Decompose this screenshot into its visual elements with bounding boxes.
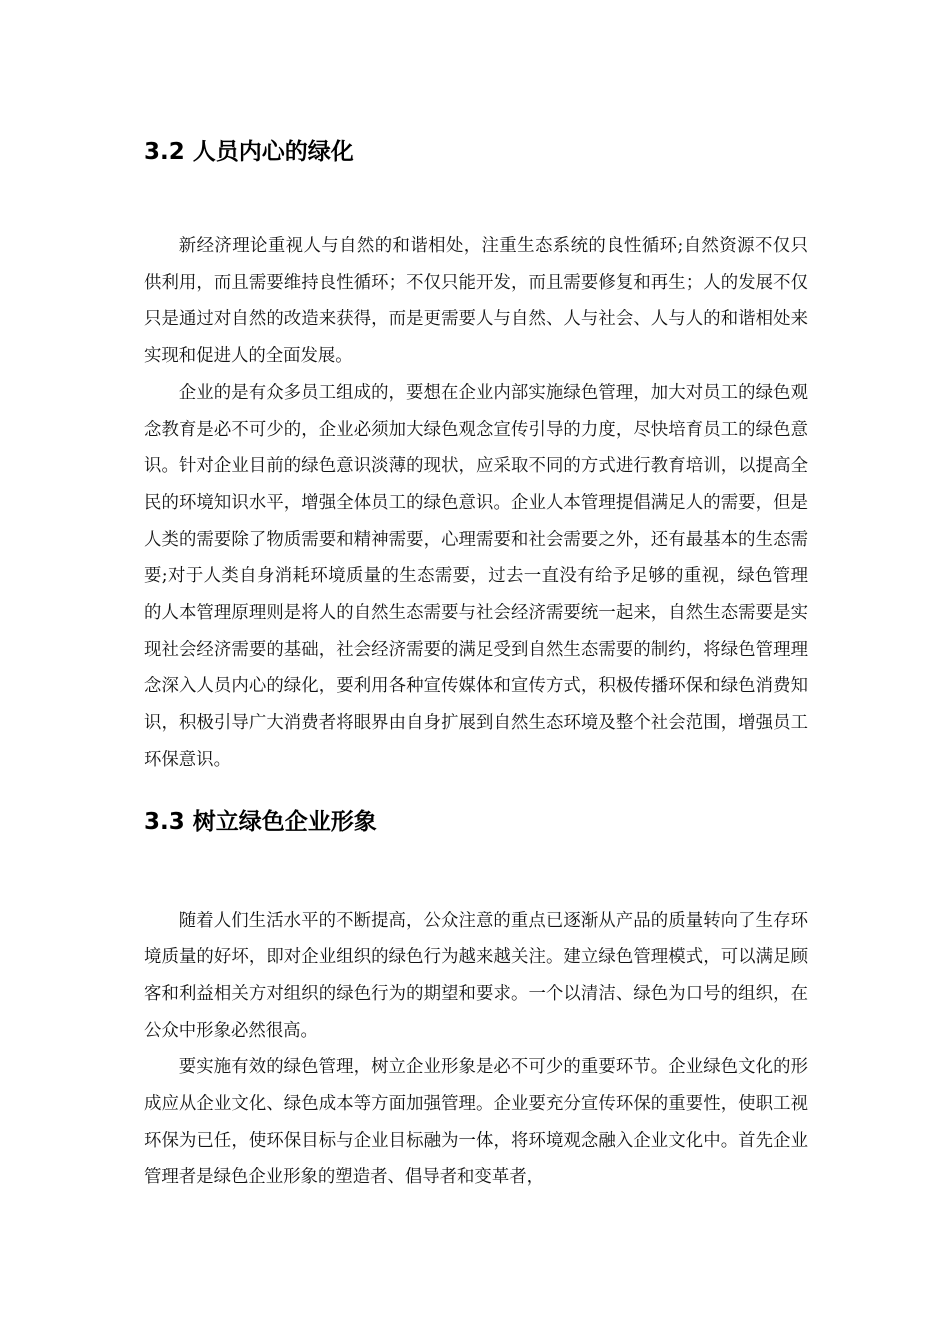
section-heading-3-2: 3.2 人员内心的绿化 [144, 139, 354, 165]
paragraph: 企业的是有众多员工组成的，要想在企业内部实施绿色管理，加大对员工的绿色观念教育是必不可少的，企业必须加大绿色观念宣传引导的力度，尽快培育员工的绿色意识。针对企业目前的绿色意识淡薄的现状，应采取不同的方式进行教育培训，以提高全民的环境知识水平，增强全体员工的绿色意识。企业人本管理提倡满足人的需要，但是人类的需要除了物质需要和精神需要，心理需要和社会需要之外，还有最基本的生态需要;对于人类自身消耗环境质量的生态需要，过去一直没有给予足够的重视，绿色管理的人本管理原理则是将人的自然生态需要与社会经济需要统一起来，自然生态需要是实现社会经济需要的基础，社会经济需要的满足受到自然生态需要的制约，将绿色管理理念深入人员内心的绿化，要利用各种宣传媒体和宣传方式，积极传播环保和绿色消费知识，积极引导广大消费者将眼界由自身扩展到自然生态环境及整个社会范围，增强员工环保意识。 [144, 382, 808, 770]
paragraph: 要实施有效的绿色管理，树立企业形象是必不可少的重要环节。企业绿色文化的形成应从企业文化、绿色成本等方面加强管理。企业要充分宣传环保的重要性，使职工视环保为已任，使环保目标与企业目标融为一体，将环境观念融入企业文化中。首先企业管理者是绿色企业形象的塑造者、倡导者和变革者， [144, 1057, 808, 1188]
paragraph: 新经济理论重视人与自然的和谐相处，注重生态系统的良性循环;自然资源不仅只供利用，而且需要维持良性循环；不仅只能开发，而且需要修复和再生；人的发展不仅只是通过对自然的改造来获得，而是更需要人与自然、人与社会、人与人的和谐相处来实现和促进人的全面发展。 [144, 236, 808, 367]
page-content [144, 0, 808, 1196]
paragraph: 随着人们生活水平的不断提高，公众注意的重点已逐渐从产品的质量转向了生存环境质量的好坏，即对企业组织的绿色行为越来越关注。建立绿色管理模式，可以满足顾客和利益相关方对组织的绿色行为的期望和要求。一个以清洁、绿色为口号的组织，在公众中形象必然很高。 [144, 910, 808, 1041]
section-heading-3-3: 3.3 树立绿色企业形象 [144, 808, 377, 835]
